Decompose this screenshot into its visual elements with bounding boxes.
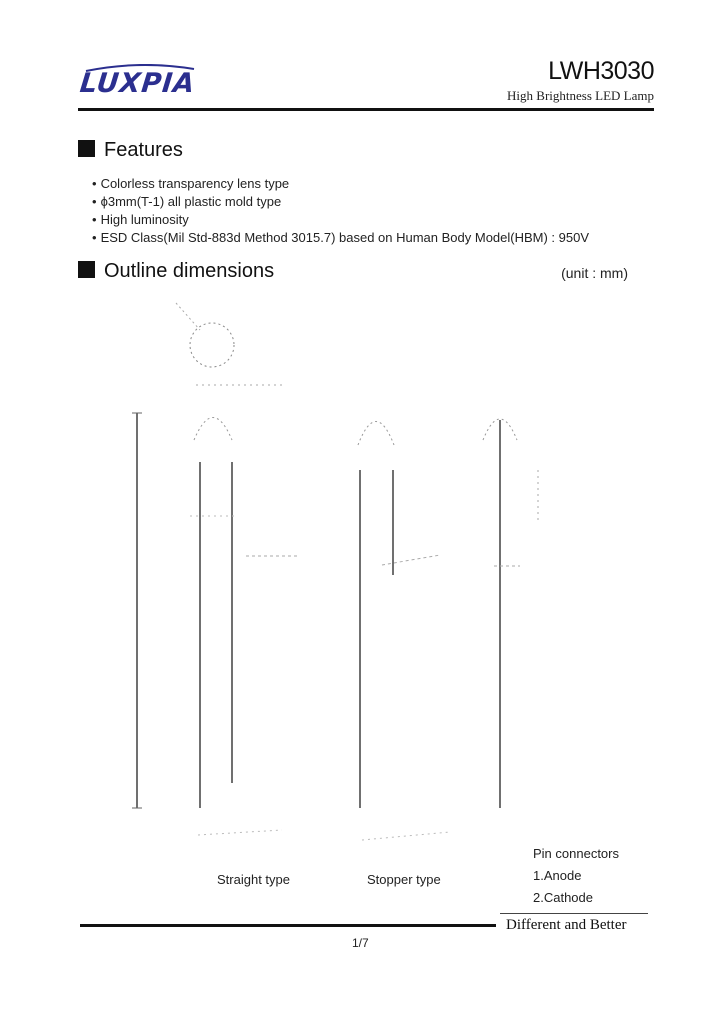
straight-type-label: Straight type [217,872,290,887]
list-item: • ϕ3mm(T-1) all plastic mold type [92,193,589,211]
straight-lens-outline [194,418,232,441]
footer-tagline: Different and Better [506,917,627,933]
pin-anode: 1.Anode [533,868,582,883]
list-item: • ESD Class(Mil Std-883d Method 3015.7) based on Human Body Model(HBM) : 950V [92,229,589,247]
stopper-lens-outline [358,422,394,446]
model-number: LWH3030 [548,57,654,85]
top-view-outline [190,323,234,367]
product-subtitle: High Brightness LED Lamp [507,88,654,103]
footer-rule-thin [500,913,648,914]
features-heading-text: Features [104,139,183,161]
pin-connectors-title: Pin connectors [533,846,619,861]
brand-logo: LUXPIA [78,68,197,99]
footer-rule [80,924,496,927]
pin-cathode: 2.Cathode [533,890,593,905]
page-number: 1/7 [352,936,369,950]
outline-heading-text: Outline dimensions [104,260,275,282]
pin-connectors [533,843,619,909]
list-item: • High luminosity [92,211,589,229]
unit-label: (unit : mm) [561,265,628,281]
stopper-type-label: Stopper type [367,872,441,887]
list-item: • Colorless transparency lens type [92,175,589,193]
